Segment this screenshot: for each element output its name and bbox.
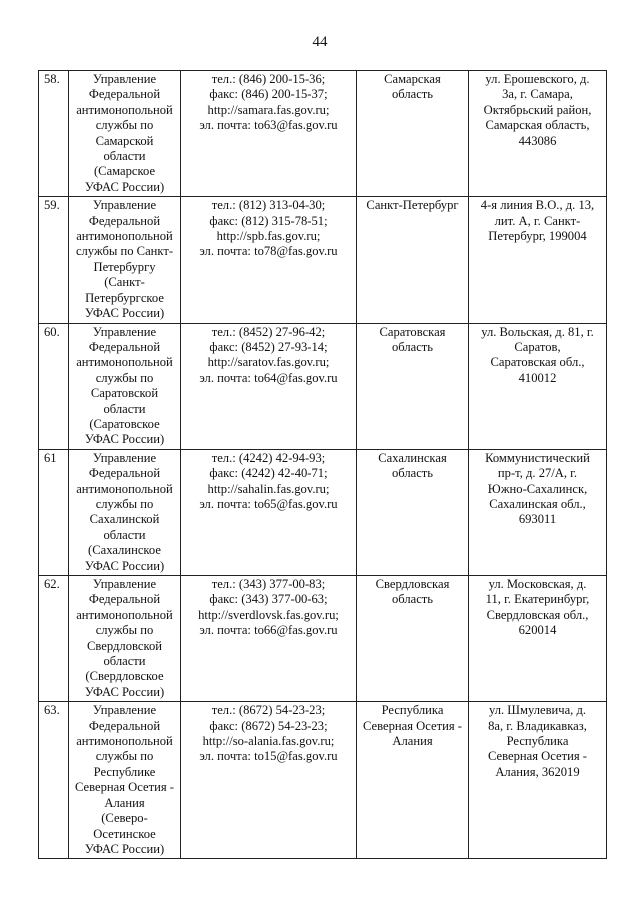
address-line: ул. Московская, д. bbox=[488, 577, 587, 591]
org-line: (Самарское bbox=[93, 164, 156, 179]
org-line: антимонопольной bbox=[76, 481, 173, 496]
region-cell bbox=[357, 576, 469, 702]
org-line: Федеральной bbox=[88, 592, 161, 607]
row-number: 59. bbox=[39, 197, 69, 323]
org-line: УФАС России) bbox=[84, 306, 165, 321]
address-line: 410012 bbox=[518, 370, 557, 385]
row-number: 63. bbox=[39, 702, 69, 859]
contact-line: http://so-alania.fas.gov.ru; bbox=[202, 734, 335, 749]
address-line: Северная Осетия - bbox=[488, 749, 587, 764]
region-line: Саратовская bbox=[379, 324, 446, 339]
org-line: антимонопольной bbox=[76, 607, 173, 622]
org-line: области bbox=[103, 149, 146, 164]
organization-name-cell bbox=[69, 576, 181, 702]
org-line: Управление bbox=[92, 324, 157, 339]
row-number: 58. bbox=[39, 71, 69, 197]
contact-line: http://saratov.fas.gov.ru; bbox=[207, 355, 330, 370]
address-cell bbox=[469, 449, 607, 575]
contact-line: факс: (343) 377-00-63; bbox=[209, 592, 328, 607]
contact-line: тел.: (846) 200-15-36; bbox=[211, 72, 326, 86]
row-number: 62. bbox=[39, 576, 69, 702]
org-line: области bbox=[103, 401, 146, 416]
org-line: Сахалинской bbox=[89, 512, 160, 527]
table-row bbox=[39, 576, 607, 702]
region-line: область bbox=[391, 339, 434, 354]
region-cell bbox=[357, 323, 469, 449]
address-line: Республика bbox=[506, 734, 569, 749]
address-cell bbox=[469, 576, 607, 702]
address-line: Самарская область, bbox=[485, 118, 590, 133]
org-line: Управление bbox=[92, 450, 157, 465]
region-line: область bbox=[391, 466, 434, 481]
region-line: Санкт-Петербург bbox=[366, 198, 459, 213]
contact-line: http://spb.fas.gov.ru; bbox=[216, 229, 321, 244]
org-line: Федеральной bbox=[88, 718, 161, 733]
organization-name-cell bbox=[69, 71, 181, 197]
address-cell bbox=[469, 702, 607, 859]
region-line: Алания bbox=[392, 734, 433, 749]
org-line: (Сахалинское bbox=[88, 543, 161, 558]
address-line: 8а, г. Владикавказ, bbox=[488, 718, 587, 733]
org-line: антимонопольной bbox=[76, 102, 173, 117]
region-line: область bbox=[391, 87, 434, 102]
contact-line: тел.: (4242) 42-94-93; bbox=[211, 450, 326, 465]
org-line: службы по bbox=[95, 118, 154, 133]
address-line: Алания, 362019 bbox=[495, 764, 580, 779]
address-line: Свердловская обл., bbox=[486, 607, 589, 622]
org-line: Северная Осетия - bbox=[75, 780, 174, 795]
address-line: 4-я линия В.О., д. 13, bbox=[480, 198, 595, 213]
org-line: УФАС России) bbox=[84, 558, 165, 573]
org-line: Свердловской bbox=[87, 638, 162, 653]
org-line: Управление bbox=[92, 703, 157, 718]
address-line: Коммунистический bbox=[485, 450, 590, 465]
table-row bbox=[39, 71, 607, 197]
address-cell bbox=[469, 197, 607, 323]
table-row bbox=[39, 449, 607, 575]
org-line: Федеральной bbox=[88, 466, 161, 481]
contact-line: тел.: (812) 313-04-30; bbox=[211, 198, 326, 213]
org-line: антимонопольной bbox=[76, 229, 173, 244]
fas-offices-table bbox=[38, 70, 607, 859]
table-row bbox=[39, 197, 607, 323]
org-line: службы по bbox=[95, 623, 154, 638]
org-line: службы по bbox=[95, 749, 154, 764]
contact-line: http://sahalin.fas.gov.ru; bbox=[207, 481, 330, 496]
contact-line: эл. почта: to63@fas.gov.ru bbox=[199, 118, 338, 133]
region-line: Свердловская bbox=[375, 577, 450, 591]
org-line: Республике bbox=[93, 764, 156, 779]
org-line: (Санкт- bbox=[104, 275, 145, 290]
org-line: Петербургское bbox=[85, 290, 164, 305]
row-number: 61 bbox=[39, 449, 69, 575]
contact-line: эл. почта: to66@fas.gov.ru bbox=[199, 623, 338, 638]
contact-line: факс: (4242) 42-40-71; bbox=[209, 466, 328, 481]
contact-line: тел.: (8672) 54-23-23; bbox=[211, 703, 326, 718]
address-line: Саратовская обл., bbox=[490, 355, 585, 370]
address-line: Саратов, bbox=[514, 339, 561, 354]
region-line: Самарская bbox=[384, 72, 441, 86]
org-line: УФАС России) bbox=[84, 432, 165, 447]
org-line: Самарской bbox=[95, 133, 154, 148]
region-line: область bbox=[391, 592, 434, 607]
contacts-cell bbox=[181, 71, 357, 197]
address-line: ул. Вольская, д. 81, г. bbox=[481, 324, 594, 339]
region-line: Сахалинская bbox=[378, 450, 447, 465]
region-line: Северная Осетия - bbox=[363, 718, 462, 733]
contact-line: тел.: (343) 377-00-83; bbox=[211, 577, 326, 591]
org-line: области bbox=[103, 527, 146, 542]
contact-line: факс: (8672) 54-23-23; bbox=[209, 718, 328, 733]
org-line: области bbox=[103, 654, 146, 669]
organization-name-cell bbox=[69, 323, 181, 449]
address-line: 11, г. Екатеринбург, bbox=[485, 592, 590, 607]
contact-line: факс: (812) 315-78-51; bbox=[209, 213, 328, 228]
org-line: Петербургу bbox=[93, 259, 156, 274]
org-line: службы по Санкт- bbox=[75, 244, 174, 259]
org-line: УФАС России) bbox=[84, 179, 165, 194]
address-line: 620014 bbox=[518, 623, 557, 638]
page-number: 44 bbox=[312, 34, 328, 50]
region-line: Республика bbox=[381, 703, 444, 718]
address-line: Сахалинская обл., bbox=[489, 496, 586, 511]
organization-name-cell bbox=[69, 702, 181, 859]
address-cell bbox=[469, 71, 607, 197]
address-line: ул. Шмулевича, д. bbox=[488, 703, 587, 718]
contact-line: http://samara.fas.gov.ru; bbox=[207, 102, 330, 117]
org-line: Алания bbox=[104, 795, 145, 810]
region-cell bbox=[357, 702, 469, 859]
contact-line: http://sverdlovsk.fas.gov.ru; bbox=[198, 607, 339, 622]
contact-line: эл. почта: to65@fas.gov.ru bbox=[199, 496, 338, 511]
region-cell bbox=[357, 197, 469, 323]
org-line: Федеральной bbox=[88, 87, 161, 102]
contact-line: эл. почта: to64@fas.gov.ru bbox=[199, 370, 338, 385]
contacts-cell bbox=[181, 197, 357, 323]
org-line: (Саратовское bbox=[89, 416, 160, 431]
org-line: Осетинское bbox=[93, 826, 156, 841]
org-line: УФАС России) bbox=[84, 841, 165, 856]
contact-line: факс: (846) 200-15-37; bbox=[209, 87, 328, 102]
org-line: Управление bbox=[92, 577, 157, 591]
organization-name-cell bbox=[69, 197, 181, 323]
org-line: службы по bbox=[95, 496, 154, 511]
org-line: (Свердловское bbox=[85, 669, 164, 684]
org-line: (Северо- bbox=[101, 811, 148, 826]
address-line: пр-т, д. 27/А, г. bbox=[497, 466, 578, 481]
contacts-cell bbox=[181, 702, 357, 859]
org-line: антимонопольной bbox=[76, 734, 173, 749]
row-number: 60. bbox=[39, 323, 69, 449]
org-line: антимонопольной bbox=[76, 355, 173, 370]
address-line: ул. Ерошевского, д. bbox=[485, 72, 590, 86]
contact-line: эл. почта: to78@fas.gov.ru bbox=[199, 244, 338, 259]
org-line: УФАС России) bbox=[84, 684, 165, 699]
org-line: Федеральной bbox=[88, 339, 161, 354]
contacts-cell bbox=[181, 323, 357, 449]
table-row bbox=[39, 702, 607, 859]
organization-name-cell bbox=[69, 449, 181, 575]
region-cell bbox=[357, 71, 469, 197]
table-row bbox=[39, 323, 607, 449]
address-line: 443086 bbox=[518, 133, 557, 148]
address-line: Южно-Сахалинск, bbox=[487, 481, 588, 496]
org-line: Управление bbox=[92, 198, 157, 213]
contact-line: эл. почта: to15@fas.gov.ru bbox=[199, 749, 338, 764]
contact-line: факс: (8452) 27-93-14; bbox=[209, 339, 328, 354]
contacts-cell bbox=[181, 576, 357, 702]
org-line: Федеральной bbox=[88, 213, 161, 228]
address-line: 3а, г. Самара, bbox=[502, 87, 573, 102]
address-line: Петербург, 199004 bbox=[488, 229, 587, 244]
org-line: Управление bbox=[92, 72, 157, 86]
contacts-cell bbox=[181, 449, 357, 575]
table-body bbox=[39, 71, 607, 859]
org-line: службы по bbox=[95, 370, 154, 385]
address-cell bbox=[469, 323, 607, 449]
region-cell bbox=[357, 449, 469, 575]
address-line: лит. А, г. Санкт- bbox=[494, 213, 581, 228]
org-line: Саратовской bbox=[90, 386, 159, 401]
address-line: 693011 bbox=[518, 512, 557, 527]
contact-line: тел.: (8452) 27-96-42; bbox=[211, 324, 326, 339]
address-line: Октябрьский район, bbox=[483, 102, 592, 117]
